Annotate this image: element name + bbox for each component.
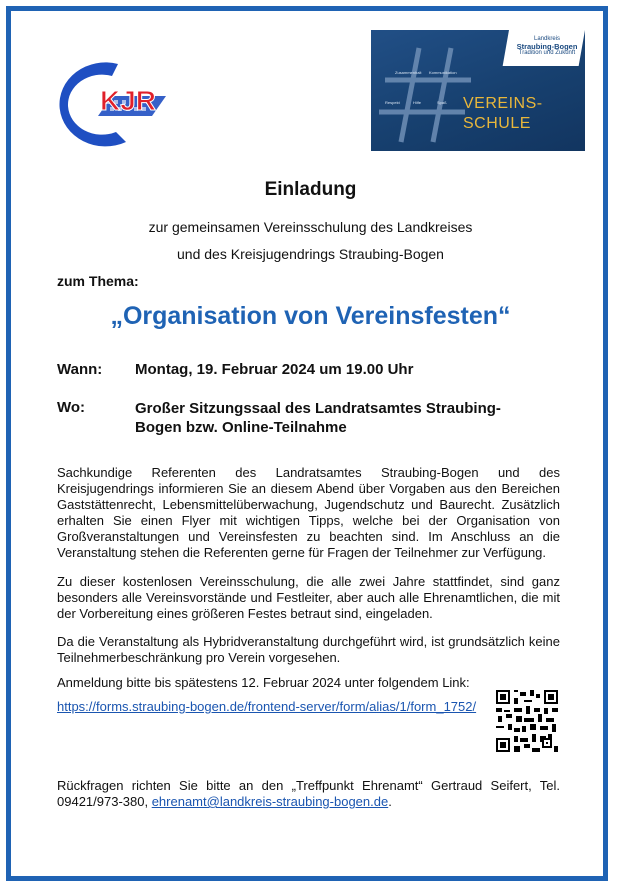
contact-email-link[interactable]: ehrenamt@landkreis-straubing-bogen.de [151,794,389,809]
badge-name: Straubing-Bogen [516,42,578,51]
contact-paragraph [57,778,560,810]
theme-title: „Organisation von Vereinsfesten“ [110,302,511,330]
svg-text:Respekt: Respekt [385,100,400,105]
banner-title-line2: SCHULE [463,115,531,132]
contact-end: . [388,794,392,809]
banner-title-line1: VEREINS- [463,95,543,112]
paragraph-audience: Zu dieser kostenlosen Vereinsschulung, die alle zwei Jahre stattfindet, sind ganz besonders alle Vereinsvorstände und Festleiter, aber auch alle Ehrenamtlichen, die mit der Vorbereitung eines größeren Festes betraut sind, eingeladen. [57,574,560,621]
paragraph-speakers: Sachkundige Referenten des Landratsamtes Straubing-Bogen und des Kreisjugendrings informieren Sie an diesem Abend über Vorgaben aus den Bereichen Gaststättenrecht, Lebensmittelüberwachung, Jugendschutz und Baurecht. Zusätzlich erhalten Sie einen Flyer mit wichtigen Tipps, welche bei der Organisation von Großveranstaltungen und Vereinsfesten zu beachten sind. Im Anschluss an die Veranstaltung stehen die Referenten gerne für Fragen der Teilnehmer zur Verfügung. [57,465,560,560]
when-value: Montag, 19. Februar 2024 um 19.00 Uhr [135,361,414,378]
badge-tagline: Tradition und Zukunft [518,50,576,56]
kjr-letters: KJR [100,85,157,116]
when-label: Wann: [57,361,103,378]
banner-title [463,94,581,134]
contact-text: Rückfragen richten Sie bitte an den „Treffpunkt Ehrenamt“ Gertraud Seifert, Tel. 09421/973-380, [57,778,560,809]
svg-text:Spaß: Spaß [437,100,447,105]
svg-text:Kommunikation: Kommunikation [429,70,457,75]
registration-link[interactable]: https://forms.straubing-bogen.de/frontend-server/form/alias/1/form_1752/ [57,699,477,714]
vereinsschule-banner [371,30,585,151]
kjr-logo [56,54,186,150]
subtitle-line2: und des Kreisjugendrings Straubing-Bogen [177,246,444,262]
registration-note: Anmeldung bitte bis spätestens 12. Februar 2024 unter folgendem Link: [57,675,470,690]
paragraph-hybrid: Da die Veranstaltung als Hybridveranstaltung durchgeführt wird, ist grundsätzlich keine Teilnehmerbeschränkung pro Verein vorgesehen. [57,634,560,665]
qr-code[interactable] [494,688,560,754]
page-title: Einladung [264,179,357,200]
svg-text:Hilfe: Hilfe [413,100,422,105]
where-value: Großer Sitzungssaal des Landratsamtes Straubing-Bogen bzw. Online-Teilnahme [135,400,501,436]
subtitle-line1: zur gemeinsamen Vereinsschulung des Landkreises [148,219,473,235]
where-label: Wo: [57,399,86,416]
badge-small: Landkreis [533,36,560,42]
theme-label: zum Thema: [57,273,139,289]
svg-text:Zusammenhalt: Zusammenhalt [395,70,422,75]
landkreis-logo [514,36,580,57]
